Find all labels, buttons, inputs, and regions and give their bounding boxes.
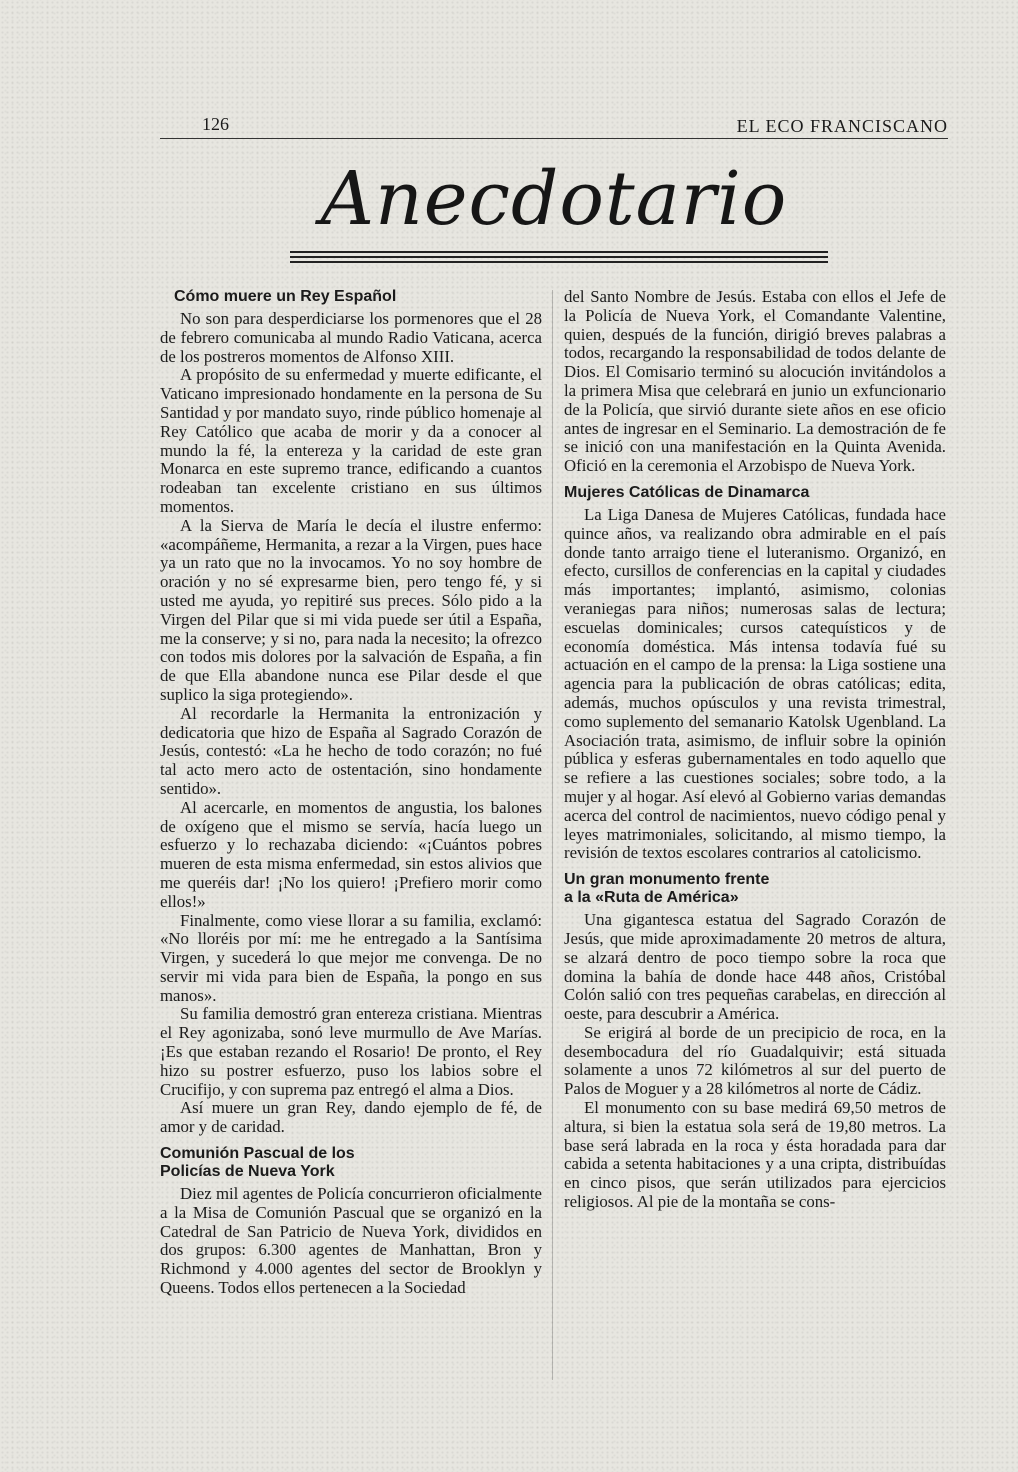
article-heading [160, 1145, 542, 1181]
article-paragraph: A propósito de su enfermedad y muerte edificante, el Vaticano impresionado hondamente en la persona de Su Santidad y por mandato suyo, rinde público homenaje al Rey Católico que acaba de morir y da a conocer al mundo la fé, la entereza y la caridad de este gran Monarca en este supremo trance, edificando a cuantos rodeaban tan excelente cristiano en sus últimos momentos. [160, 365, 542, 516]
article-paragraph: Al recordarle la Hermanita la entronización y dedicatoria que hizo de España al Sagrado Corazón de Jesús, contestó: «La he hecho de todo corazón; no fué tal acto mero acto de ostentación, sino hondamente sentido». [160, 703, 542, 798]
article-paragraph: del Santo Nombre de Jesús. Estaba con ellos el Jefe de la Policía de Nueva York, el Comandante Valentine, quien, después de la función, dirigió breves palabras a todos, recargando la responsabilidad de todos delante de Dios. El Comisario terminó su alocución invitándolos a la primera Misa que celebrará en junio un exfuncionario de la Policía, que sirvió durante siete años en ese oficio antes de ingresar en el Seminario. La demostración de fe se inició con una manifestación en la Quinta Avenida. Ofició en la ceremonia el Arzobispo de Nueva York. [564, 287, 946, 476]
section-masthead [160, 150, 948, 270]
article-paragraph: Una gigantesca estatua del Sagrado Corazón de Jesús, que mide aproximadamente 20 metros de altura, se alzará dentro de poco tiempo sobre la roca que domina la bahía de donde hace 448 años, Cristóbal Colón salió con tres pequeñas carabelas, en dirección al oeste, para descubrir a América. [564, 910, 946, 1024]
article-paragraph: Finalmente, como viese llorar a su familia, exclamó: «No lloréis por mí: me he entregado a la Santísima Virgen, y sucederá lo que mejor me convenga. De no servir mi vida para bien de España, la pongo en sus manos». [160, 910, 542, 1005]
heading-line: Policías de Nueva York [160, 1163, 335, 1181]
article-paragraph: Al acercarle, en momentos de angustia, los balones de oxígeno que el mismo se servía, hacía luego un esfuerzo y lo rechazaba diciendo: «¡Cuántos pobres mueren de esta misma enfermedad, sin estos alivios que me queréis dar! ¡No los quiero! ¡Prefiero morir como ellos!» [160, 797, 542, 911]
article-paragraph: A la Sierva de María le decía el ilustre enfermo: «acompáñeme, Hermanita, a rezar a la Virgen, pues hace ya un rato que no la invocamos. Yo no soy hombre de oración y no sé expresarme bien, pero tengo fé, y si usted me ayuda, yo repitiré sus preces. Sólo pido a la Virgen del Pilar que si mi vida puede ser útil a España, me la conserve; y si no, para nada la necesito; la ofrezco con todos mis dolores por la salvación de España, a fin de que Ella abandone nunca ese Pilar desde el que suplico la siga protegiendo». [160, 515, 542, 704]
article-paragraph: No son para desperdiciarse los pormenores que el 28 de febrero comunicaba al mundo Radio Vaticana, acerca de los postreros momentos de Alfonso XIII. [160, 309, 542, 366]
page-number: 126 [202, 114, 229, 134]
title-rule [290, 251, 828, 253]
running-head [160, 110, 948, 139]
journal-name: EL ECO FRANCISCANO [736, 116, 948, 136]
title-rule [290, 256, 828, 258]
article-heading [564, 871, 946, 907]
article-paragraph: Se erigirá al borde de un precipicio de roca, en la desembocadura del río Guadalquivir; está situada solamente a unos 72 kilómetros al sur del puerto de Palos de Moguer y a 28 kilómetros al norte de Cádiz. [564, 1022, 946, 1099]
left-column [160, 288, 542, 1298]
article-heading: Cómo muere un Rey Español [174, 288, 397, 305]
heading-line: Un gran monumento frente [564, 871, 770, 889]
section-title: Anecdotario [320, 156, 788, 242]
article-heading: Mujeres Católicas de Dinamarca [564, 483, 810, 501]
article-paragraph: El monumento con su base medirá 69,50 metros de altura, si bien la estatua sola será de 19,80 metros. La base será labrada en la roca y ésta horadada para dar cabida a setenta habitaciones y a una cripta, distribuídas en cinco pisos, que serán utilizados para ejercicios religiosos. Al pie de la montaña se cons- [564, 1098, 946, 1212]
heading-line: Comunión Pascual de los [160, 1145, 355, 1163]
article-paragraph: La Liga Danesa de Mujeres Católicas, fundada hace quince años, va realizando obra admirable en el país donde tanto arraigo tiene el luteranismo. Organizó, en efecto, cursillos de conferencias en la capital y ciudades más importantes; implantó, asimismo, colonias veraniegas para niños; numerosas salas de lectura; escuelas dominicales; cursos catequísticos y de economía doméstica. Más intensa todavía fué su actuación en el campo de la prensa: la Liga sostiene una agencia para la publicación de obras católicas; edita, además, muchos opúsculos y una revista trimestral, como suplemento del semanario Katolsk Ugenbland. La Asociación trata, asimismo, de influir sobre la opinión pública y esferas gubernamentales en todo aquello que se refiere a las cuestiones sociales; sobre todo, a la mujer y al hogar. Así elevó al Gobierno varias demandas acerca del control de nacimientos, nuevo código penal y leyes matrimoniales, solicitando, al mismo tiempo, la revisión de textos escolares contrarios al catolicismo. [564, 504, 946, 863]
right-column [564, 288, 946, 1212]
column-divider [552, 290, 553, 1380]
title-rule [290, 261, 828, 263]
article-paragraph: Así muere un gran Rey, dando ejemplo de fé, de amor y de caridad. [160, 1098, 542, 1137]
article-paragraph: Su familia demostró gran entereza cristiana. Mientras el Rey agonizaba, sonó leve murmullo de Ave Marías. ¡Es que estaban rezando el Rosario! De pronto, el Rey hizo su postrer esfuerzo, puso los labios sobre el Crucifijo, y con suprema paz entregó el alma a Dios. [160, 1004, 542, 1099]
article-paragraph: Diez mil agentes de Policía concurrieron oficialmente a la Misa de Comunión Pascual que se organizó en la Catedral de San Patricio de Nueva York, divididos en dos grupos: 6.300 agentes de Manhattan, Bron y Richmond y 4.000 agentes del sector de Brooklyn y Queens. Todos ellos pertenecen a la Sociedad [160, 1184, 542, 1298]
heading-line: a la «Ruta de América» [564, 889, 739, 907]
